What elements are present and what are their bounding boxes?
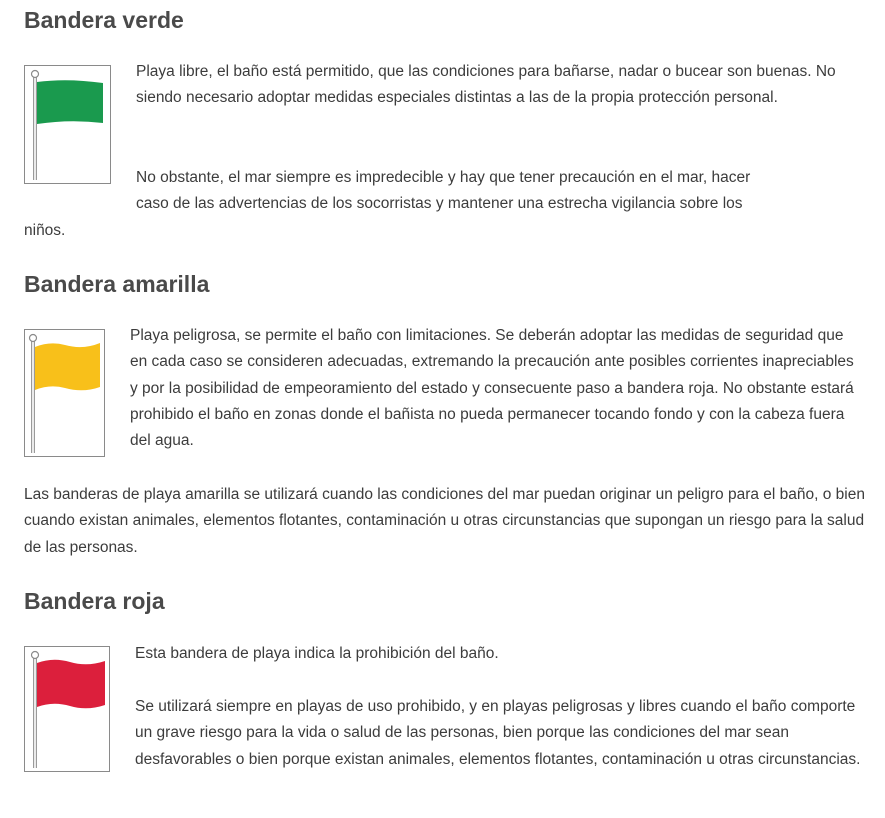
flag-shape [35, 343, 100, 390]
amarilla-paragraph-1: Playa peligrosa, se permite el baño con limitaciones. Se deberán adoptar las medidas de seguridad que en cada caso se consideren adecuadas, extremando la precaución ante posibles corrientes inapreciables y por la posibilidad de empeoramiento del estado y consecuente paso a bandera roja. No obstante estará prohibido el baño en zonas donde el bañista no pueda permanecer tocando fondo y con la cabeza fuera del agua. [130, 327, 854, 450]
amarilla-paragraph-2: Las banderas de playa amarilla se utilizará cuando las condiciones del mar puedan originar un peligro para el baño, o bien cuando existan animales, elementos flotantes, contaminación u otras circunstancias que supongan un riesgo para la salud de las personas. [24, 486, 865, 556]
verde-paragraph-2 [24, 165, 864, 244]
verde-p2-line-3: niños. [24, 221, 66, 239]
verde-p2-line-2: caso de las advertencias de los socorristas y mantener una estrecha vigilancia sobre los [136, 195, 743, 213]
roja-paragraph-2: Se utilizará siempre en playas de uso prohibido, y en playas peligrosas y libres cuando el baño comporte un grave riesgo para la vida o salud de las personas, bien porque las condiciones del mar sean desfavorables o bien porque existan animales, elementos flotantes, contaminación u otras circunstancias. [135, 698, 861, 768]
red-flag-icon [24, 646, 110, 772]
yellow-flag-icon [24, 329, 105, 457]
heading-bandera-roja: Bandera roja [24, 588, 165, 614]
verde-paragraph-1: Playa libre, el baño está permitido, que las condiciones para bañarse, nadar o bucear son buenas. No siendo necesario adoptar medidas especiales distintas a las de la propia protección personal. [136, 63, 836, 107]
roja-paragraph-1: Esta bandera de playa indica la prohibición del baño. [135, 645, 499, 662]
flag-shape [37, 80, 103, 124]
flag-shape [37, 660, 105, 709]
heading-bandera-amarilla: Bandera amarilla [24, 271, 210, 297]
heading-bandera-verde: Bandera verde [24, 7, 184, 33]
verde-p2-line-1: No obstante, el mar siempre es impredecible y hay que tener precaución en el mar, hacer [136, 169, 751, 186]
